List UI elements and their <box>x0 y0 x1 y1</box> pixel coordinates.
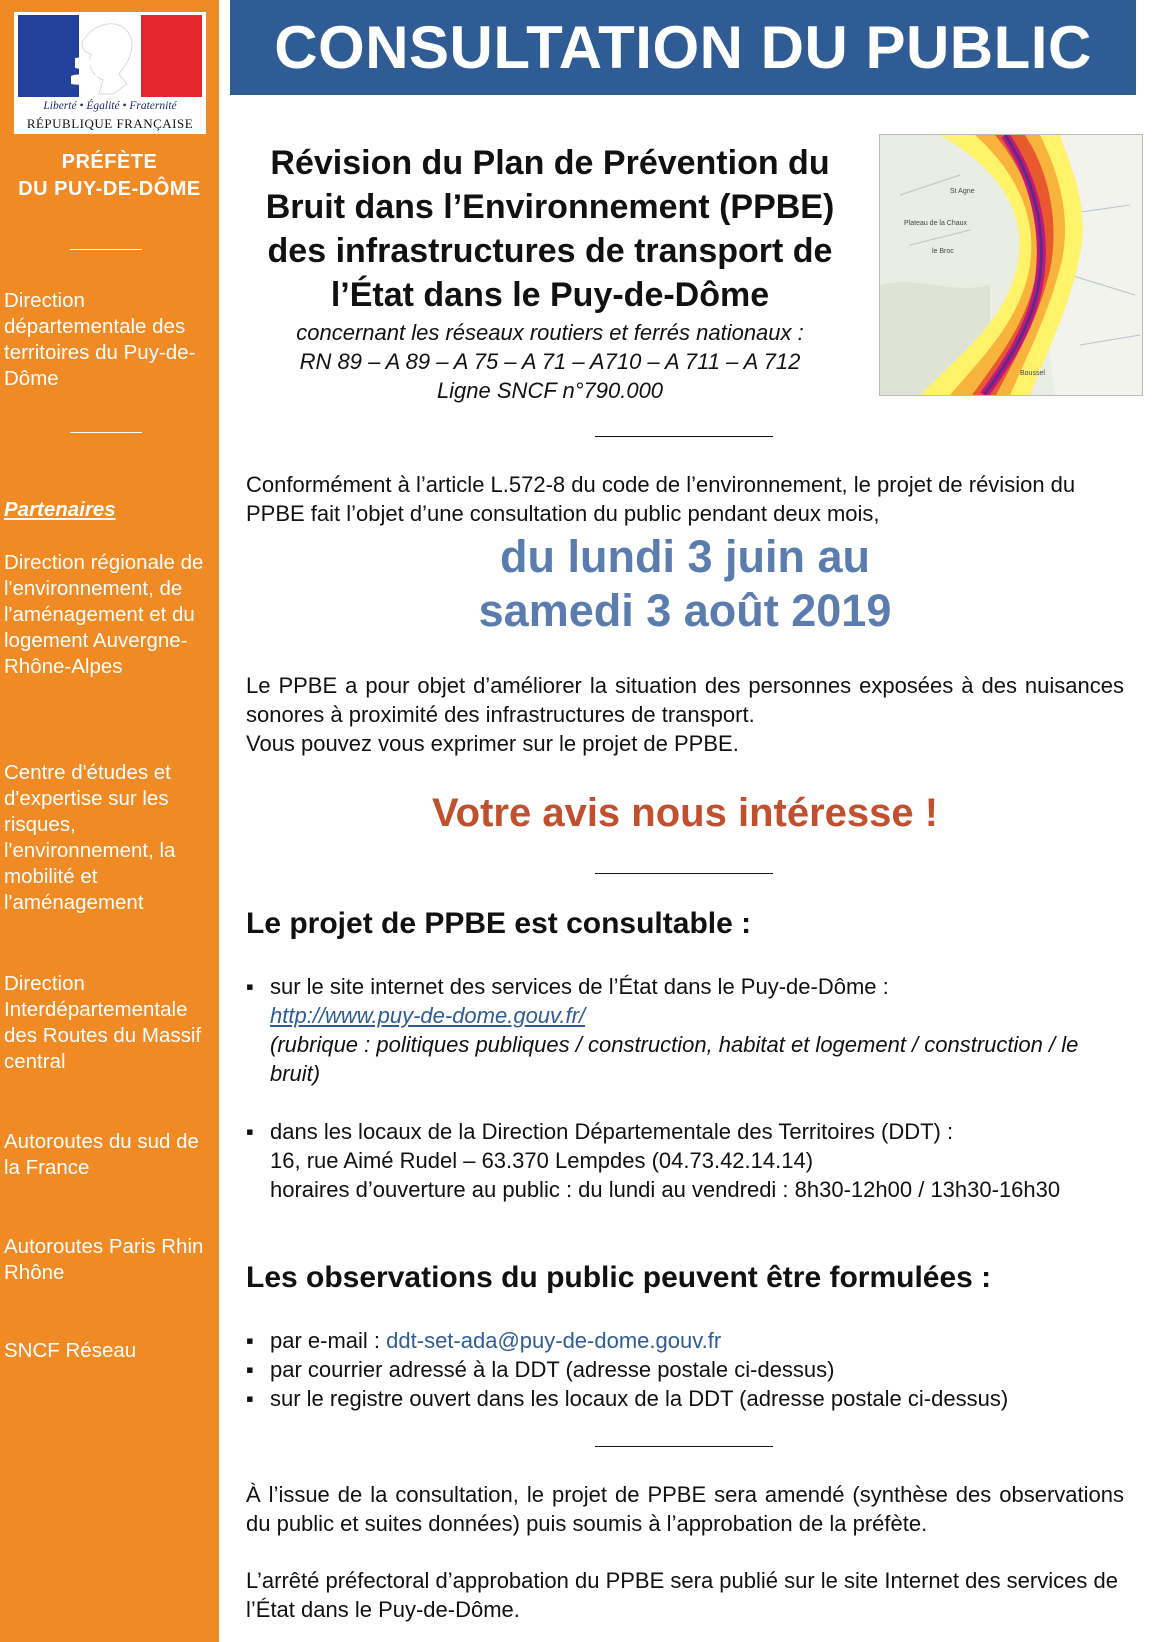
republique-francaise-logo <box>14 12 206 134</box>
consult-item1-note: (rubrique : politiques publiques / construction, habitat et logement / construction / le bruit) <box>270 1032 1079 1086</box>
purpose-invite: Vous pouvez vous exprimer sur le projet de PPBE. <box>246 731 739 756</box>
map-label-left: Plateau de la Chaux <box>904 220 968 227</box>
purpose-text: Le PPBE a pour objet d’améliorer la situation des personnes exposées à des nuisances sonores à proximité des infrastructures de transport. <box>246 673 1124 727</box>
list-item <box>246 972 1124 1088</box>
subtitle-line3: Ligne SNCF n°790.000 <box>436 378 664 403</box>
sidebar-separator <box>70 432 142 433</box>
subtitle-line1: concernant les réseaux routiers et ferrés nationaux : <box>296 320 804 345</box>
obs-item2: par courrier adressé à la DDT (adresse postale ci-dessus) <box>270 1357 835 1382</box>
prefecture-line1: PRÉFÈTE <box>61 151 158 173</box>
sidebar-prefecture <box>0 149 219 203</box>
consultation-dates <box>246 530 1124 638</box>
map-label-top: St Agne <box>950 188 975 195</box>
dates-line2: samedi 3 août 2019 <box>478 585 892 636</box>
sidebar-partner-sncf: SNCF Réseau <box>4 1339 137 1362</box>
prefecture-website-link[interactable]: http://www.puy-de-dome.gouv.fr/ <box>270 1003 586 1028</box>
noise-map-icon <box>880 135 1142 395</box>
bullet-icon: ▪ <box>246 1328 254 1353</box>
section-separator <box>595 436 773 437</box>
bullet-icon: ▪ <box>246 1357 254 1382</box>
dates-line1: du lundi 3 juin au <box>500 531 870 582</box>
consult-item1-text: sur le site internet des services de l’État dans le Puy-de-Dôme : <box>270 974 889 999</box>
consult-list <box>246 972 1124 1204</box>
bullet-icon: ▪ <box>246 974 254 999</box>
obs-item1-prefix: par e-mail : <box>270 1328 387 1353</box>
sidebar-partner-cerema: Centre d'études et d'expertise sur les risques, l'environnement, la mobilité et l'aménagement <box>4 761 176 914</box>
sidebar <box>0 0 219 1642</box>
list-item <box>246 1384 1124 1413</box>
logo-republic: RÉPUBLIQUE FRANÇAISE <box>26 116 194 131</box>
list-item <box>246 1117 1124 1204</box>
sidebar-partner-aprr: Autoroutes Paris Rhin Rhône <box>4 1235 204 1284</box>
intro-text: Conformément à l’article L.572-8 du code de l’environnement, le projet de révision du PPBE fait l’objet d’une consultation du public pendant deux mois, <box>246 472 1076 526</box>
consult-item2-hours: horaires d’ouverture au public : du lundi au vendredi : 8h30-12h00 / 13h30-16h30 <box>270 1177 1061 1202</box>
sidebar-partner-dir: Direction Interdépartementale des Routes du Massif central <box>4 972 202 1073</box>
observations-list <box>246 1326 1124 1413</box>
section-separator <box>595 873 773 874</box>
consult-title: Le projet de PPBE est consultable : <box>246 907 752 940</box>
map-label-mid: le Broc <box>932 248 954 255</box>
bullet-icon: ▪ <box>246 1119 254 1144</box>
closing-para2: L’arrêté préfectoral d’approbation du PPBE sera publié sur le site Internet des services de l’État dans le Puy-de-Dôme. <box>246 1568 1118 1622</box>
list-item <box>246 1326 1124 1355</box>
prefecture-line2: DU PUY-DE-DÔME <box>18 178 201 200</box>
closing-para1: À l’issue de la consultation, le projet de PPBE sera amendé (synthèse des observations du public et suites données) puis soumis à l’approbation de la préfète. <box>246 1482 1124 1536</box>
subtitle-line2: RN 89 – A 89 – A 75 – A 71 – A710 – A 711 – A 712 <box>299 349 801 374</box>
sidebar-partner-asf: Autoroutes du sud de la France <box>4 1130 199 1179</box>
sidebar-separator <box>70 249 142 250</box>
page-banner-title: CONSULTATION DU PUBLIC <box>230 0 1136 95</box>
bullet-icon: ▪ <box>246 1386 254 1411</box>
obs-item3: sur le registre ouvert dans les locaux de la DDT (adresse postale ci-dessus) <box>270 1386 1009 1411</box>
observations-title: Les observations du public peuvent être formulées : <box>246 1261 992 1294</box>
sidebar-ddt: Direction départementale des territoires du Puy-de-Dôme <box>4 289 196 390</box>
consult-item2-text: dans les locaux de la Direction Départementale des Territoires (DDT) : <box>270 1119 954 1144</box>
sidebar-partner-dreal: Direction régionale de l'environnement, de l'aménagement et du logement Auvergne-Rhône-Alpes <box>4 551 204 678</box>
document-subtitle <box>240 318 860 405</box>
document-title: Révision du Plan de Prévention du Bruit dans l’Environnement (PPBE) des infrastructures de transport de l’État dans le Puy-de-Dôme <box>265 144 835 314</box>
list-item <box>246 1355 1124 1384</box>
logo-motto: Liberté • Égalité • Fraternité <box>43 100 177 112</box>
consult-item2-address: 16, rue Aimé Rudel – 63.370 Lempdes (04.73.42.14.14) <box>270 1148 814 1173</box>
map-label-bottom: Boussel <box>1020 370 1045 377</box>
section-separator <box>595 1446 773 1447</box>
email-link[interactable]: ddt-set-ada@puy-de-dome.gouv.fr <box>386 1328 722 1353</box>
marianne-icon <box>69 18 149 96</box>
call-to-action: Votre avis nous intéresse ! <box>431 791 939 835</box>
sidebar-partners-heading: Partenaires <box>4 498 116 521</box>
noise-map-image <box>879 134 1143 396</box>
